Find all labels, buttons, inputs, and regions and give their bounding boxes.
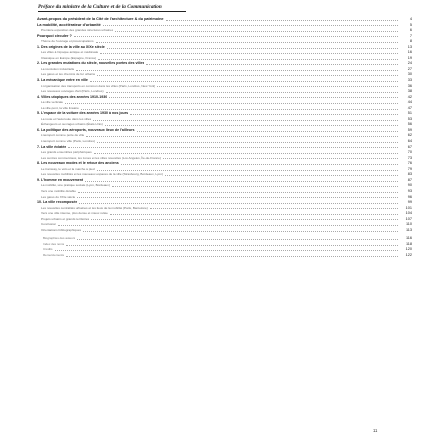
toc-entry-title: Remerciements bbox=[43, 252, 65, 257]
toc-leader-dots bbox=[78, 192, 398, 193]
toc-leader-dots bbox=[58, 225, 398, 226]
toc-page-number: 38 bbox=[407, 89, 412, 94]
toc-entry-title: La révolution industrielle bbox=[41, 66, 75, 71]
toc-entry-title: 3. La mécanique entre en ville bbox=[37, 78, 88, 83]
toc-leader-dots bbox=[137, 131, 398, 132]
toc-leader-dots bbox=[66, 256, 398, 257]
toc-page-number: 79 bbox=[407, 166, 412, 171]
toc-page-number: 116 bbox=[405, 236, 412, 241]
table-of-contents bbox=[37, 17, 412, 259]
toc-entry-title: La ville-pont, la ville linéaire bbox=[41, 105, 79, 110]
toc-page-number: 70 bbox=[407, 150, 412, 155]
toc-entry-title: 7. La ville éclatée bbox=[37, 144, 67, 149]
toc-entry-title: Crédits bbox=[43, 247, 53, 252]
toc-page-number: 62 bbox=[407, 133, 412, 138]
toc-entry[interactable] bbox=[37, 253, 412, 259]
toc-page-number: 96 bbox=[407, 194, 412, 199]
toc-entry-title: Projets urbains et grands territoires bbox=[41, 216, 90, 221]
toc-page-number: 42 bbox=[407, 94, 412, 99]
toc-entry-title: Les nouvelles mobilités et les nouveaux espaces de la ville (Strasbourg, Bordeaux, Lyon) bbox=[41, 172, 163, 177]
toc-page-number: 7 bbox=[409, 33, 412, 38]
toc-leader-dots bbox=[86, 136, 398, 137]
toc-leader-dots bbox=[163, 158, 398, 159]
toc-entry-title: Orientations bibliographiques bbox=[41, 227, 82, 232]
toc-entry-title: Conclusion bbox=[41, 222, 57, 227]
toc-entry-title: Thème de l'ouvrage et préoccupations bbox=[41, 39, 94, 44]
toc-leader-dots bbox=[85, 181, 398, 182]
toc-leader-dots bbox=[66, 245, 398, 246]
toc-page-number: 8 bbox=[409, 39, 412, 44]
toc-leader-dots bbox=[115, 31, 398, 32]
toc-leader-dots bbox=[76, 70, 398, 71]
toc-page-number: 19 bbox=[407, 55, 412, 60]
toc-entry-title: L'aéroport comme porte de ville bbox=[41, 133, 85, 138]
toc-entry-title: L'aéroport comme ville (Paris, Londres) bbox=[41, 139, 95, 144]
header-rule bbox=[38, 11, 186, 12]
toc-entry-title: La mobilité, une pratique sociale (Lyon, Bordeaux) bbox=[41, 183, 110, 188]
toc-leader-dots bbox=[90, 81, 398, 82]
toc-page-number: 27 bbox=[407, 66, 412, 71]
toc-page-number: 33 bbox=[407, 78, 412, 83]
toc-entry-title: Biographies des auteurs bbox=[43, 236, 76, 241]
toc-leader-dots bbox=[130, 114, 398, 115]
header-title: Préface du ministre de la Culture et de la Communication bbox=[38, 4, 162, 10]
toc-entry-title: 4. Villes utopiques des années 1910-1930 bbox=[37, 94, 108, 99]
toc-leader-dots bbox=[100, 53, 398, 54]
toc-page-number: 113 bbox=[405, 227, 412, 232]
toc-leader-dots bbox=[110, 214, 398, 215]
toc-leader-dots bbox=[94, 153, 398, 154]
toc-page-number: 76 bbox=[407, 161, 412, 166]
toc-entry-title: Classique en Europe (Espagne, France) bbox=[41, 55, 97, 60]
toc-entry-title: Les villes à l'époque antique et médiévale bbox=[41, 50, 99, 55]
toc-leader-dots bbox=[97, 75, 398, 76]
toc-leader-dots bbox=[97, 170, 398, 171]
toc-leader-dots bbox=[93, 120, 398, 121]
toc-entry-title: 5. L'espace de la voiture des années 1930 à nos jours bbox=[37, 111, 129, 116]
toc-page-number: 90 bbox=[407, 183, 412, 188]
toc-page-number: 101 bbox=[405, 205, 412, 210]
toc-entry-title: L'organisation des transports en commun dans les villes (Paris, Londres, New York) bbox=[41, 83, 156, 88]
toc-page-number: 4 bbox=[409, 17, 412, 21]
toc-leader-dots bbox=[77, 197, 398, 198]
toc-leader-dots bbox=[91, 219, 398, 220]
toc-entry-title: 2. Les grandes mutations du siècle, nouvelles portes des villes bbox=[37, 61, 145, 66]
toc-entry-title: Échangeurs et ouvrages urbains (États-Unis) bbox=[41, 122, 103, 127]
toc-leader-dots bbox=[109, 97, 398, 98]
toc-page-number: 107 bbox=[405, 216, 412, 221]
toc-page-number: 110 bbox=[405, 222, 412, 227]
toc-page-number: 73 bbox=[407, 155, 412, 160]
toc-page-number: 83 bbox=[407, 172, 412, 177]
toc-leader-dots bbox=[166, 20, 398, 21]
toc-entry-title: La ville verticale bbox=[41, 100, 64, 105]
toc-leader-dots bbox=[146, 64, 398, 65]
toc-leader-dots bbox=[157, 86, 398, 87]
toc-leader-dots bbox=[96, 42, 398, 43]
page-header bbox=[38, 4, 186, 12]
toc-entry-title: Les nouveaux ouvrages d'art (Paris, Londres) bbox=[41, 89, 104, 94]
toc-leader-dots bbox=[65, 103, 398, 104]
toc-page-number: 122 bbox=[405, 252, 412, 257]
toc-entry[interactable] bbox=[37, 228, 412, 234]
toc-page-number: 16 bbox=[407, 50, 412, 55]
toc-page-number: 104 bbox=[405, 211, 412, 216]
toc-entry-title: Les centres commerciaux, les zones et les villes nouvelles (Los Angeles, Île-de-France) bbox=[41, 155, 161, 160]
toc-entry-title: 10. La ville recomposée bbox=[37, 200, 78, 205]
toc-leader-dots bbox=[68, 147, 398, 148]
toc-page-number: 47 bbox=[407, 105, 412, 110]
toc-page-number: 99 bbox=[407, 200, 412, 205]
toc-page-number: 36 bbox=[407, 83, 412, 88]
toc-entry-title: 1. Des origines de la ville au XIXe siècle bbox=[37, 44, 105, 49]
toc-leader-dots bbox=[55, 250, 398, 251]
toc-leader-dots bbox=[81, 109, 398, 110]
toc-entry-title: 9. L'homme en mouvement bbox=[37, 177, 84, 182]
toc-page-number: 51 bbox=[407, 111, 412, 116]
toc-entry-title: Vers une mobilité durable bbox=[41, 188, 76, 193]
toc-page-number: 30 bbox=[407, 72, 412, 77]
toc-page-number: 67 bbox=[407, 144, 412, 149]
toc-entry-title: Index des noms bbox=[43, 241, 65, 246]
toc-page-number: 24 bbox=[407, 61, 412, 66]
toc-page-number: 59 bbox=[407, 127, 412, 132]
toc-entry-title: 8. Les nouveaux modes et le retour des anciens bbox=[37, 161, 119, 166]
toc-leader-dots bbox=[77, 239, 398, 240]
toc-page-number: 64 bbox=[407, 139, 412, 144]
toc-leader-dots bbox=[105, 125, 398, 126]
toc-entry-title: 6. La politique des aéroports, nouveaux lieux de l'ailleurs bbox=[37, 127, 135, 132]
toc-leader-dots bbox=[83, 231, 398, 232]
toc-leader-dots bbox=[112, 186, 398, 187]
toc-leader-dots bbox=[107, 48, 398, 49]
page-number: 11 bbox=[373, 428, 378, 433]
toc-leader-dots bbox=[103, 25, 398, 26]
toc-leader-dots bbox=[150, 208, 398, 209]
toc-page-number: 118 bbox=[405, 241, 412, 246]
toc-page-number: 6 bbox=[409, 28, 412, 33]
toc-page-number: 44 bbox=[407, 100, 412, 105]
toc-entry-title: Avant-propos du président de la Cité de l'architecture & du patrimoine bbox=[37, 17, 164, 21]
toc-page-number: 13 bbox=[407, 44, 412, 49]
toc-page-number: 87 bbox=[407, 177, 412, 182]
toc-entry-title: Le tramway, le vélo et la marche à pied bbox=[41, 166, 95, 171]
toc-entry-title: Première exposition des grandes structures urbaines bbox=[41, 28, 114, 33]
toc-leader-dots bbox=[106, 92, 398, 93]
toc-entry-title: Les gares du XXIe siècle bbox=[41, 194, 76, 199]
toc-leader-dots bbox=[74, 36, 398, 37]
toc-entry-title: Pourquoi circuler ? bbox=[37, 33, 72, 38]
toc-page-number: 5 bbox=[409, 22, 412, 27]
toc-entry-title: Les nouvelles centralités urbaines et les lieux de la mobilité (Paris, Barcelone) bbox=[41, 205, 148, 210]
toc-entry-title: Vers une ville intense, plus dense et mieux reliée bbox=[41, 211, 108, 216]
toc-page-number: 56 bbox=[407, 122, 412, 127]
toc-page-number: 120 bbox=[405, 247, 412, 252]
toc-entry-title: Les gares et les chemins de fer urbains bbox=[41, 72, 95, 77]
toc-leader-dots bbox=[98, 59, 398, 60]
toc-entry-title: Les grands ensembles périphériques bbox=[41, 150, 92, 155]
toc-entry-title: La mobilité, accélérateur d'urbanité bbox=[37, 22, 101, 27]
toc-entry-title: La route et l'autoroute dans les villes bbox=[41, 116, 92, 121]
toc-leader-dots bbox=[165, 175, 398, 176]
toc-leader-dots bbox=[121, 164, 398, 165]
toc-leader-dots bbox=[79, 203, 398, 204]
toc-page-number: 93 bbox=[407, 188, 412, 193]
toc-page-number: 53 bbox=[407, 116, 412, 121]
toc-leader-dots bbox=[97, 142, 398, 143]
